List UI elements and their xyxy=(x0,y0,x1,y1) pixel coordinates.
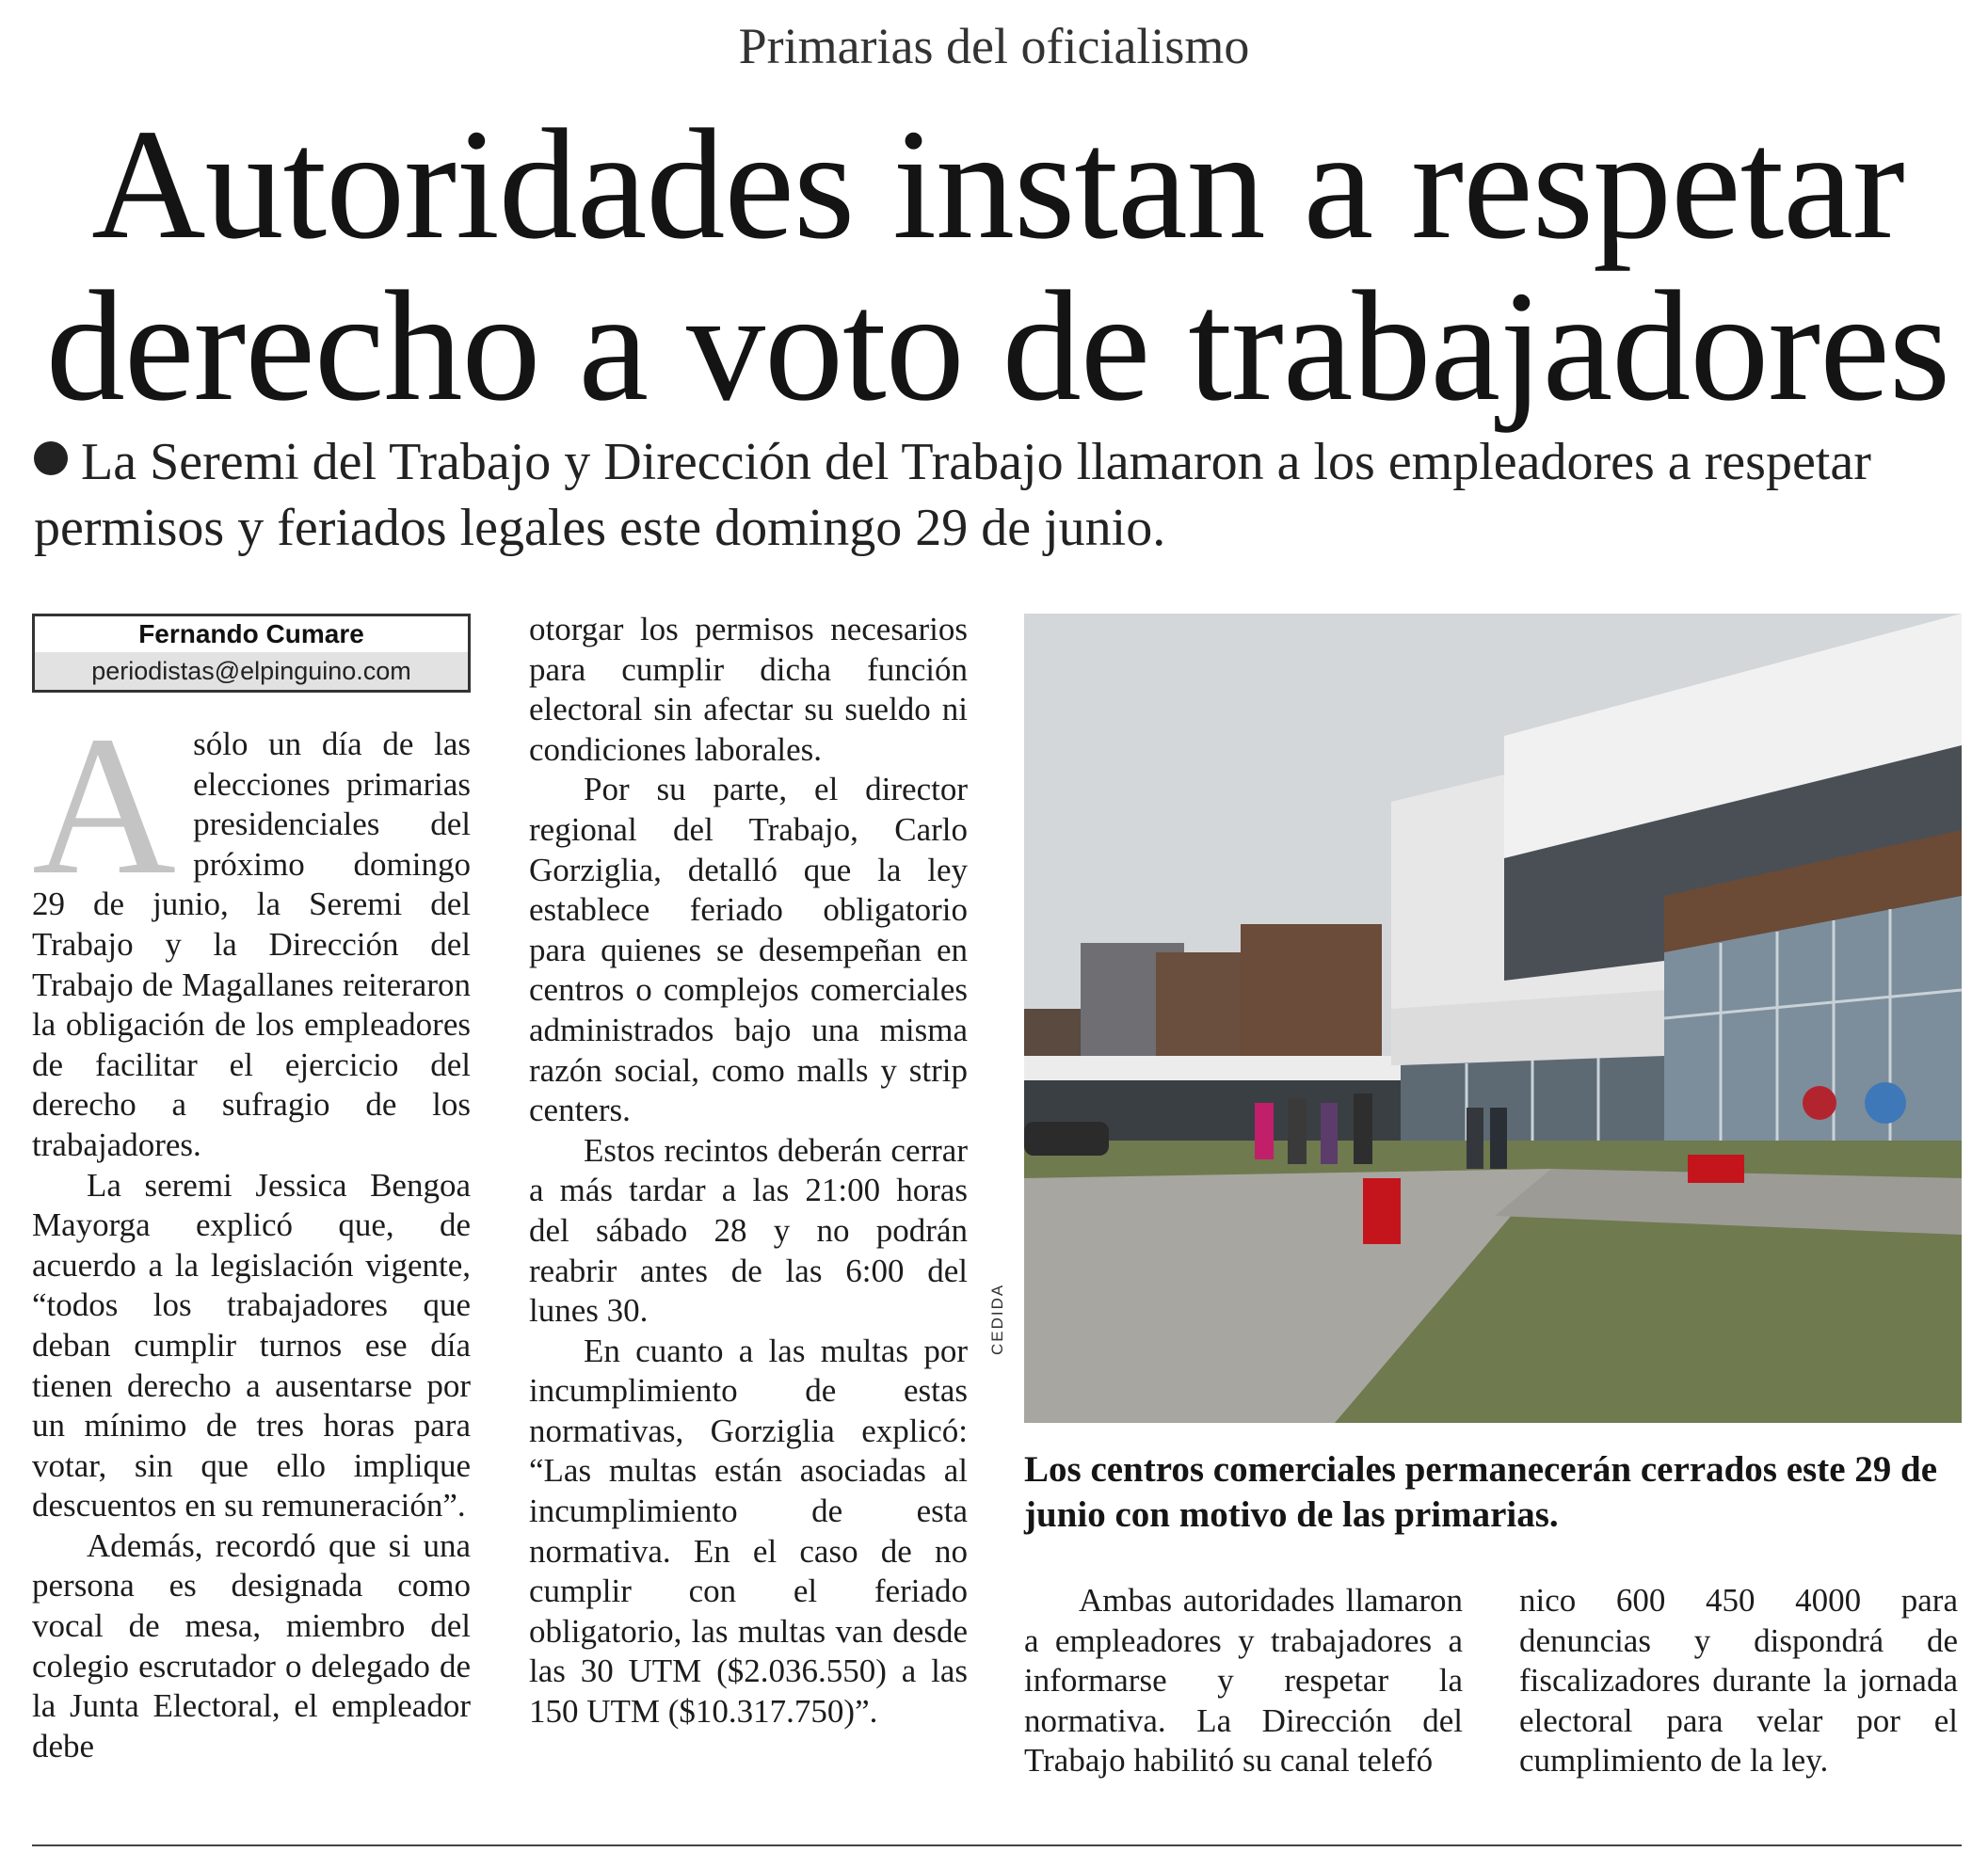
kicker: Primarias del oficialismo xyxy=(738,18,1250,74)
paragraph-4: otorgar los permisos necesarios para cumplir dicha función electoral sin afectar su sueldo ni condiciones laborales. xyxy=(529,611,968,768)
brick-wall-mid xyxy=(1241,924,1382,1075)
paragraph-5: Por su parte, el director regional del Trabajo, Carlo Gorziglia, detalló que la ley establece feriado obligatorio para quienes se desempeñan en centros o complejos comerciales administrados bajo una misma razón social, como malls y strip centers. xyxy=(529,771,968,1129)
column-2 xyxy=(529,610,968,1732)
drop-cap: A xyxy=(32,694,177,916)
photo-shopping-center xyxy=(1024,614,1962,1423)
photo-illustration xyxy=(1024,614,1962,1423)
photo-caption: Los centros comerciales permanecerán cerrados este 29 de junio con motivo de las primarias. xyxy=(1024,1449,1938,1535)
parked-car xyxy=(1024,1122,1109,1156)
canopy-left xyxy=(1024,1056,1401,1080)
paragraph-7: En cuanto a las multas por incumplimiento de estas normativas, Gorziglia explicó: “Las multas están asociadas al incumplimiento de esta normativa. En el caso de no cumplir con el feriado obligatorio, las multas van desde las 30 UTM ($2.036.550) a las 150 UTM ($10.317.750)”. xyxy=(529,1332,968,1731)
author-email: periodistas@elpinguino.com xyxy=(35,652,468,690)
column-3 xyxy=(1024,1581,1463,1781)
store-sign-blue xyxy=(1865,1082,1906,1124)
paragraph-1: sólo un día de las elecciones primarias presidenciales del próximo domingo 29 de junio, la Seremi del Trabajo y la Dirección del Trabajo de Magallanes reiteraron la obligación de los empleadores de facilitar el ejercicio del derecho a sufragio de los trabajadores. xyxy=(32,726,471,1163)
store-sign-red xyxy=(1803,1086,1836,1120)
paragraph-8: Ambas autoridades llamaron a empleadores y trabajadores a informarse y respetar la normativa. La Dirección del Trabajo habilitó su canal telefó xyxy=(1024,1582,1463,1780)
bottom-rule xyxy=(32,1844,1962,1846)
paragraph-9: nico 600 450 4000 para denuncias y dispondrá de fiscalizadores durante la jornada electoral para velar por el cumplimiento de la ley. xyxy=(1519,1582,1958,1780)
author-name: Fernando Cumare xyxy=(138,619,364,648)
bullet-icon xyxy=(34,441,68,475)
column-1 xyxy=(32,694,471,1766)
photo-credit: CEDIDA xyxy=(988,1283,1006,1355)
headline: Autoridades instan a respetar derecho a voto de trabajadores xyxy=(45,97,1950,434)
paragraph-3: Además, recordó que si una persona es designada como vocal de mesa, miembro del colegio escrutador o delegado de la Junta Electoral, el empleador debe xyxy=(32,1526,471,1764)
deck-text: La Seremi del Trabajo y Dirección del Trabajo llamaron a los empleadores a respetar permisos y feriados legales este domingo 29 de junio. xyxy=(34,433,1871,557)
red-bench-far xyxy=(1688,1155,1744,1183)
byline-box xyxy=(32,614,471,693)
paragraph-6: Estos recintos deberán cerrar a más tardar a las 21:00 horas del sábado 28 y no podrán reabrir antes de las 6:00 del lunes 30. xyxy=(529,1131,968,1330)
deck xyxy=(34,429,1954,561)
column-4 xyxy=(1519,1581,1958,1781)
red-bench xyxy=(1363,1178,1401,1244)
paragraph-2: La seremi Jessica Bengoa Mayorga explicó que, de acuerdo a la legislación vigente, “todos los trabajadores que deban cumplir turnos ese día tienen derecho a ausentarse por un mínimo de tres horas para votar, sin que ello implique descuentos en su remuneración”. xyxy=(32,1166,471,1525)
